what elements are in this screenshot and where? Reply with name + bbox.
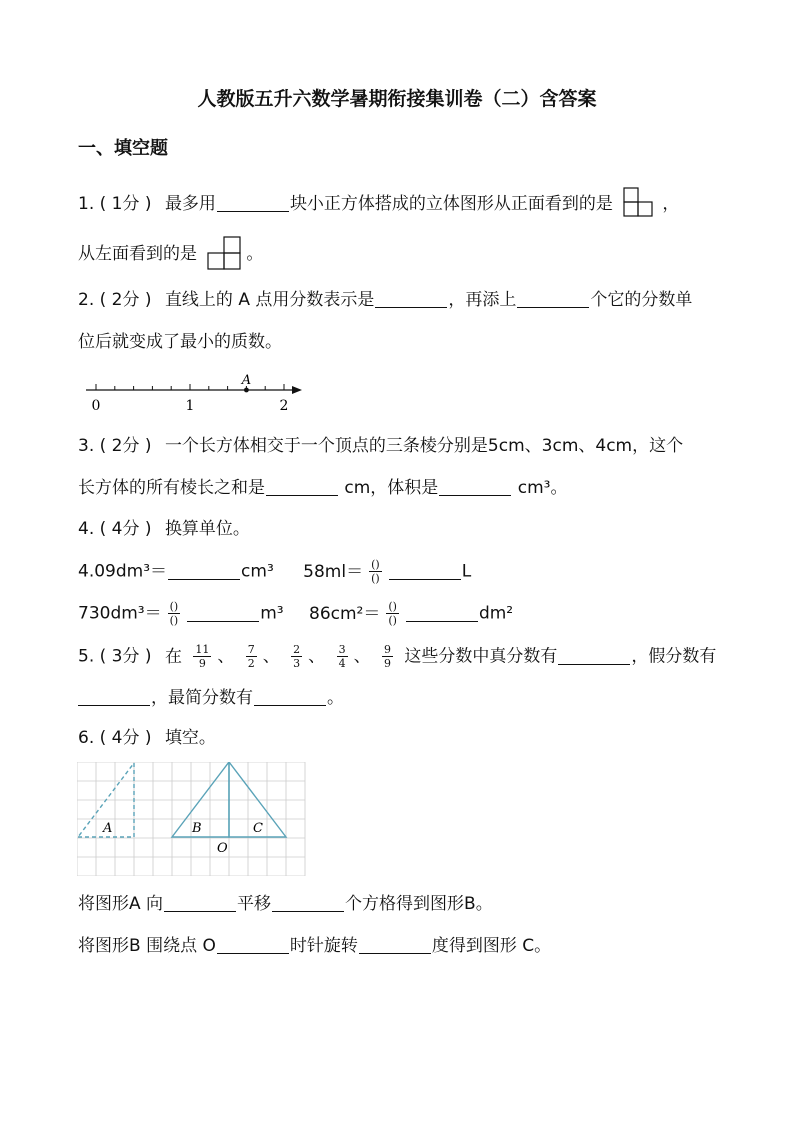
q6-sentence-1	[78, 892, 493, 916]
point-a-label: A	[241, 373, 252, 388]
q6-sentence-2	[78, 934, 551, 958]
q1-text-a: 最多用	[164, 194, 216, 214]
question-4-row-2	[78, 600, 513, 627]
question-1-line-2	[78, 234, 263, 274]
q4-r2-a: 730dm³＝	[78, 603, 162, 624]
label-b: B	[192, 821, 202, 836]
label-o: O	[217, 841, 228, 856]
q3-line2-c: cm³。	[512, 478, 568, 498]
q6-s1-b: 平移	[237, 894, 272, 914]
q5-fraction-4: $\frac{3}{4}$	[338, 643, 346, 670]
q2-text-a: 直线上的 A 点用分数表示是	[164, 290, 375, 310]
q4-blank-4[interactable]	[406, 603, 478, 622]
q5-fraction-1: $\frac{11}{9}$	[195, 643, 210, 670]
question-3-line-1	[78, 434, 683, 458]
q5-fraction-5: $\frac{9}{9}$	[383, 643, 391, 670]
number-line-label-2: 2	[279, 398, 289, 414]
q5-line2-b: 。	[327, 688, 344, 708]
q4-text: 换算单位。	[164, 519, 250, 539]
q4-fraction-2[interactable]: $\frac{()}{()}$	[169, 600, 179, 627]
q1-line2-a: 从左面看到的是	[78, 244, 197, 264]
q1-number: 1.	[78, 194, 95, 214]
q1-text-c: ，	[662, 194, 680, 214]
q2-score: ( 2分 )	[99, 290, 152, 310]
left-view-icon	[204, 234, 244, 274]
q6-blank-3[interactable]	[217, 935, 289, 954]
q5-blank-1[interactable]	[558, 646, 630, 665]
q6-blank-2[interactable]	[272, 893, 344, 912]
number-line-label-0: 0	[91, 398, 101, 414]
q1-text-b: 块小正方体搭成的立体图形从正面看到的是	[289, 194, 613, 214]
q5-sep-2: 、	[262, 646, 280, 667]
q5-sep-1: 、	[217, 646, 235, 667]
q4-fraction-1[interactable]: $\frac{()}{()}$	[371, 558, 380, 585]
q3-score: ( 2分 )	[99, 436, 152, 456]
grid-figure	[77, 762, 307, 876]
q2-text-b: ，再添上	[448, 290, 517, 310]
q5-blank-2[interactable]	[78, 687, 150, 706]
q6-s1-c: 个方格得到图形B。	[345, 894, 493, 914]
number-line-label-1: 1	[185, 398, 195, 414]
q3-blank-2[interactable]	[439, 477, 511, 496]
q5-blank-3[interactable]	[254, 687, 326, 706]
q6-s2-b: 时针旋转	[289, 936, 358, 956]
q3-line2-b: cm，体积是	[339, 478, 439, 498]
q5-text-c: ，假分数有	[631, 646, 717, 667]
q5-sep-4: 、	[353, 646, 371, 667]
q6-blank-4[interactable]	[359, 935, 431, 954]
q6-s2-a: 将图形B 围绕点 O	[78, 936, 216, 956]
number-line	[80, 370, 310, 414]
q5-sep-3: 、	[308, 646, 326, 667]
question-5-line-1	[78, 643, 716, 670]
q6-s2-c: 度得到图形 C。	[431, 936, 552, 956]
front-view-icon	[622, 186, 658, 222]
q5-text-b: 这些分数中真分数有	[404, 646, 558, 667]
q4-r1-a: 4.09dm³＝	[78, 561, 168, 582]
q1-line2-b: 。	[246, 244, 264, 264]
q4-blank-2[interactable]	[389, 561, 461, 580]
q4-fraction-3[interactable]: $\frac{()}{()}$	[388, 600, 397, 627]
q4-r1-c: 58ml＝	[303, 561, 364, 582]
q2-blank-1[interactable]	[375, 289, 447, 308]
q1-blank-1[interactable]	[217, 193, 289, 212]
point-a-marker	[244, 388, 249, 393]
q4-r2-d: dm²	[478, 603, 514, 624]
q5-score: ( 3分 )	[99, 646, 152, 667]
q5-text-a: 在	[164, 646, 182, 667]
q4-r1-d: L	[461, 561, 472, 582]
q4-number: 4.	[78, 519, 95, 539]
q4-r2-c: 86cm²＝	[309, 603, 381, 624]
q4-r1-b: cm³	[241, 561, 274, 582]
q5-fraction-2: $\frac{7}{2}$	[247, 643, 255, 670]
question-4-row-1	[78, 558, 471, 585]
q2-number: 2.	[78, 290, 95, 310]
q6-text: 填空。	[164, 728, 216, 748]
question-2-line-1	[78, 288, 692, 312]
q3-text-a: 一个长方体相交于一个顶点的三条棱分别是5cm、3cm、4cm，这个	[164, 436, 684, 456]
question-6-line-1	[78, 726, 216, 750]
q2-line2: 位后就变成了最小的质数。	[78, 332, 282, 352]
q4-blank-3[interactable]	[187, 603, 259, 622]
q6-number: 6.	[78, 728, 95, 748]
question-5-line-2	[78, 686, 344, 710]
q4-blank-1[interactable]	[168, 561, 240, 580]
q1-score: ( 1分 )	[99, 194, 152, 214]
q3-number: 3.	[78, 436, 95, 456]
section-heading: 一、填空题	[78, 138, 168, 159]
q5-line2-a: ，最简分数有	[151, 688, 253, 708]
q3-line2-a: 长方体的所有棱长之和是	[78, 478, 265, 498]
q2-blank-2[interactable]	[517, 289, 589, 308]
label-c: C	[253, 821, 263, 836]
page-title: 人教版五升六数学暑期衔接集训卷（二）含答案	[197, 88, 597, 110]
q6-blank-1[interactable]	[164, 893, 236, 912]
q5-fraction-3: $\frac{2}{3}$	[293, 643, 301, 670]
q3-blank-1[interactable]	[266, 477, 338, 496]
q6-score: ( 4分 )	[99, 728, 152, 748]
question-3-line-2	[78, 476, 567, 500]
question-4-line-1	[78, 517, 250, 541]
question-1-line-1	[78, 186, 679, 222]
q5-number: 5.	[78, 646, 95, 667]
label-a: A	[103, 821, 113, 836]
q4-score: ( 4分 )	[99, 519, 152, 539]
q2-text-c: 个它的分数单	[590, 290, 693, 310]
q6-s1-a: 将图形A 向	[78, 894, 164, 914]
q4-r2-b: m³	[260, 603, 284, 624]
